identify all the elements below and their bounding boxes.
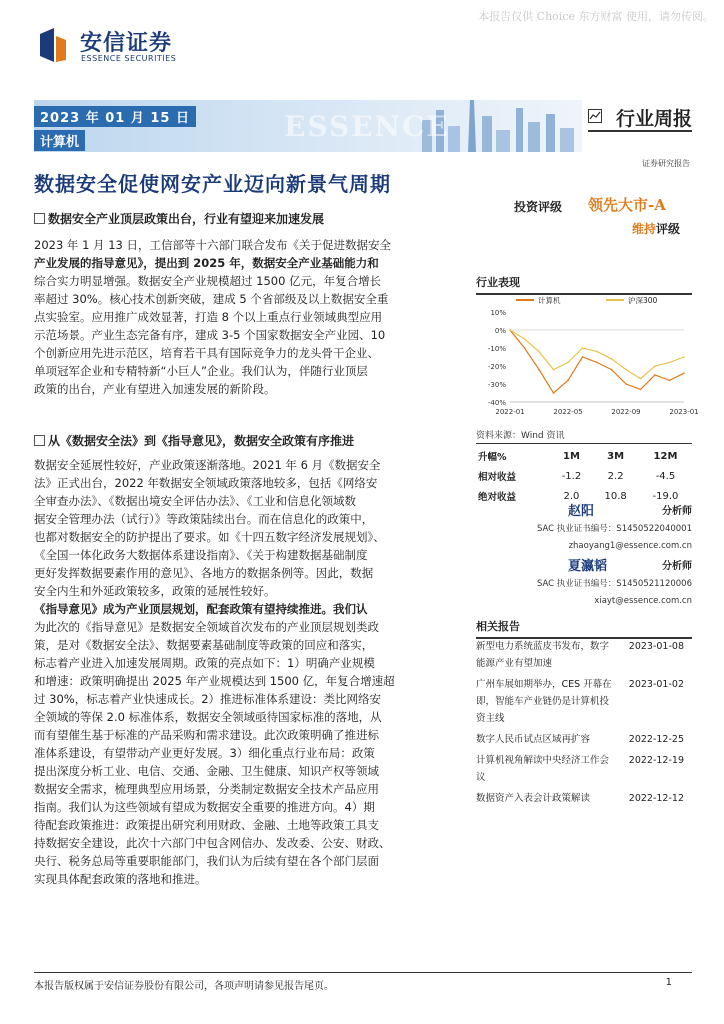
analyst-name: 赵阳 — [568, 504, 595, 519]
para-line: 法》正式出台，2022 年数据安全领域政策落地较多，包括《网络安 — [34, 476, 378, 490]
data-point — [654, 374, 656, 376]
para-line: 安全内生和外延政策较多，政策的延展性较好。 — [34, 584, 276, 598]
para-line: 实现具体配套政策的落地和推进。 — [34, 872, 207, 886]
x-tick-label: 2022-09 — [611, 408, 641, 416]
para-line: 准体系建设，有望带动产业更好发展。3）细化重点行业布局：政策 — [34, 746, 375, 760]
brand-logo — [36, 24, 186, 68]
data-point — [567, 380, 569, 382]
watermark: 本报告仅供 Choice 东方财富 使用，请勿传阅。 — [478, 10, 714, 23]
data-point — [611, 358, 613, 360]
row-label: 相对收益 — [478, 472, 517, 483]
section1-heading-text: 数据安全产业顶层政策出台，行业有望迎来加速发展 — [48, 212, 325, 226]
brand-name-en: ESSENCE SECURITIES — [81, 54, 177, 63]
table-cell: 10.8 — [604, 490, 627, 502]
analyst-block — [476, 500, 692, 606]
data-point — [640, 378, 642, 380]
table-header-row — [476, 446, 692, 466]
rating-status-maintain: 维持 — [632, 222, 657, 236]
para-line: 《指导意见》成为产业顶层规划，配套政策有望持续推进。我们认 — [34, 602, 368, 616]
data-point — [553, 369, 555, 371]
section-bullet-icon — [34, 213, 45, 224]
para-line: 综合实力明显增强。数据安全产业规模超过 1500 亿元，年复合增长 — [34, 274, 382, 288]
para-line: 待配套政策推进：政策提出研究利用财政、金融、土地等政策工具支 — [34, 818, 379, 832]
para-line: 而有望催生基于标准的产品采购和需求建设。此次政策明确了推进标 — [34, 728, 379, 742]
para-line: 据安全管理办法（试行）》等政策陆续出台。而在信息化的政策中， — [34, 512, 374, 526]
report-date: 2023 年 01 月 15 日 — [34, 106, 196, 127]
y-tick-label: -10% — [487, 345, 506, 353]
industry-label: 计算机 — [34, 130, 85, 151]
related-date: 2022-12-25 — [628, 734, 684, 745]
data-point — [553, 392, 555, 394]
para-line: 标志着产业进入加速发展周期。政策的亮点如下：1）明确产业规模 — [34, 656, 375, 670]
section1-heading — [34, 210, 324, 227]
data-point — [524, 338, 526, 340]
table-row — [476, 466, 692, 486]
para-line: 全领域的等保 2.0 标准体系，数据安全领域亟待国家标准的落地，从 — [34, 710, 382, 724]
x-tick-label: 2022-01 — [495, 408, 525, 416]
analyst-role: 分析师 — [662, 506, 692, 517]
brand-name-cn: 安信证券 — [80, 31, 173, 56]
data-point — [625, 369, 627, 371]
analyst-role: 分析师 — [662, 561, 692, 572]
footer-disclaimer: 本报告版权属于安信证券股份有限公司，各项声明请参见报告尾页。 — [34, 981, 334, 992]
data-point — [669, 362, 671, 364]
para-line: 数据安全需求，梳理典型应用场景，分类制定数据安全技术产品应用 — [34, 782, 379, 796]
para-line: 2023 年 1 月 13 日，工信部等十六部门联合发布《关于促进数据安全 — [34, 238, 391, 252]
related-date: 2023-01-08 — [628, 641, 684, 652]
trend-icon — [588, 108, 602, 127]
market-heading: 行业表现 — [476, 274, 692, 295]
para-line: 示范场景。产业生态完备有序，建成 3-5 个国家数据安全产业园、10 — [34, 328, 386, 342]
related-date: 2023-01-02 — [628, 679, 684, 690]
chart-source: 资料来源：Wind 资讯 — [476, 428, 692, 444]
data-point — [669, 380, 671, 382]
x-tick-label: 2022-05 — [553, 408, 583, 416]
related-title: 新型电力系统蓝皮书发布，数字能源产业有望加速 — [476, 641, 610, 669]
table-header-cell: 3M — [607, 450, 625, 462]
header-banner — [34, 100, 582, 152]
market-chart-svg — [476, 290, 699, 422]
data-point — [683, 356, 685, 358]
x-tick-label: 2023-01 — [669, 408, 699, 416]
analyst-email[interactable]: zhaoyang1@essence.com.cn — [568, 541, 692, 551]
list-item[interactable] — [476, 790, 692, 807]
analyst-cert: SAC 执业证书编号：S1450521120006 — [536, 579, 692, 589]
logo-mark-icon — [36, 28, 70, 62]
table-header-cell: 12M — [653, 450, 678, 462]
related-date: 2022-12-12 — [628, 793, 684, 804]
list-item[interactable] — [476, 638, 692, 672]
footer-divider — [34, 972, 692, 973]
divider — [588, 130, 692, 132]
list-item[interactable] — [476, 752, 692, 786]
report-type: 行业周报 — [615, 108, 692, 130]
related-title: 计算机视角解读中央经济工作会议 — [476, 755, 610, 783]
related-list — [476, 638, 692, 807]
row-label: 绝对收益 — [478, 492, 517, 503]
para-line: 持数据安全建设，此次十六部门中包含网信办、发改委、公安、财政、 — [34, 836, 391, 850]
market-chart — [476, 290, 699, 422]
analyst-email[interactable]: xiayt@essence.com.cn — [594, 596, 692, 606]
legend-label: 沪深300 — [628, 296, 658, 305]
banner-watermark-text: ESSENCE — [284, 110, 450, 143]
analyst-cert: SAC 执业证书编号：S1450522040001 — [536, 524, 692, 534]
para-line: 更好发挥数据要素作用的意见》、各地方的数据条例等。因此，数据 — [34, 566, 374, 580]
related-title: 广州车展如期举办，CES 开幕在即，智能车产业链仍是计算机投资主线 — [476, 679, 612, 724]
para-line: 政策的出台，产业有望进入加速发展的新阶段。 — [34, 382, 276, 396]
table-cell: -1.2 — [561, 470, 582, 482]
related-date: 2022-12-19 — [628, 755, 684, 766]
data-point — [538, 351, 540, 353]
para-line: 数据安全延展性较好，产业政策逐渐落地。2021 年 6 月《数据安全 — [34, 458, 381, 472]
para-line: 提出深度分析工业、电信、交通、金融、卫生健康、知识产权等领域 — [34, 764, 379, 778]
y-tick-label: -30% — [487, 381, 506, 389]
related-title: 数字人民币试点区域再扩容 — [476, 734, 591, 745]
rating-status — [632, 220, 680, 237]
data-point — [582, 356, 584, 358]
related-heading: 相关报告 — [476, 618, 692, 639]
para-line: 策，是对《数据安全法》、数据要素基础制度等政策的回应和落实， — [34, 638, 374, 652]
series-line — [510, 330, 684, 393]
page-number: 1 — [665, 977, 672, 988]
table-cell: -19.0 — [652, 490, 679, 502]
section2-heading — [34, 432, 354, 449]
table-header-cell: 升幅% — [478, 452, 507, 463]
para-line: 全审查办法》、《数据出境安全评估办法》、《工业和信息化领域数 — [34, 494, 356, 508]
list-item[interactable] — [476, 731, 692, 748]
para-line: 率超过 30%。核心技术创新突破，建成 5 个省部级及以上数据安全重 — [34, 292, 389, 306]
data-point — [582, 347, 584, 349]
series-line — [510, 330, 684, 379]
performance-table — [476, 446, 692, 506]
y-tick-label: 0% — [494, 327, 506, 335]
para-line: 点实验室。应用推广成效显著，打造 8 个以上重点行业领域典型应用 — [34, 310, 383, 324]
section2-body — [34, 456, 464, 888]
table-cell: 2.2 — [607, 470, 624, 482]
para-line: 产业发展的指导意见》，提出到 2025 年，数据安全产业基础能力和 — [34, 256, 379, 270]
related-title: 数据资产入表会计政策解读 — [476, 793, 591, 804]
data-point — [683, 372, 685, 374]
data-point — [640, 389, 642, 391]
report-subtype: 证券研究报告 — [642, 159, 690, 168]
legend-label: 计算机 — [538, 296, 561, 305]
para-line: 也都对数据安全的防护提出了要求。如《十四五数字经济发展规划》、 — [34, 530, 385, 544]
y-tick-label: -20% — [487, 363, 506, 371]
section-bullet-icon — [34, 435, 45, 446]
table-cell: -4.5 — [655, 470, 676, 482]
data-point — [596, 351, 598, 353]
para-line: 和增速：政策明确提出 2025 年产业规模达到 1500 亿，年复合增速超 — [34, 674, 395, 688]
data-point — [509, 329, 511, 331]
rating-status-suffix: 评级 — [656, 222, 681, 236]
data-point — [654, 365, 656, 367]
para-line: 单项冠军企业和专精特新“小巨人”企业。我们认为，伴随行业顶层 — [34, 364, 368, 378]
data-point — [538, 369, 540, 371]
para-line: 《全国一体化政务大数据体系建设指南》、《关于构建数据基础制度 — [34, 548, 368, 562]
y-tick-label: 10% — [490, 309, 506, 317]
data-point — [596, 362, 598, 364]
data-point — [611, 369, 613, 371]
y-tick-label: -40% — [487, 399, 506, 407]
list-item[interactable] — [476, 676, 692, 727]
data-point — [567, 362, 569, 364]
section2-heading-text: 从《数据安全法》到《指导意见》，数据安全政策有序推进 — [48, 434, 355, 448]
para-line: 央行、税务总局等重要职能部门，我们认为后续有望在各个部门层面 — [34, 854, 379, 868]
para-line: 过 30%，标志着产业快速成长。2）推进标准体系建设：类比网络安 — [34, 692, 382, 706]
para-line: 指南。我们认为这些领域有望成为数据安全重要的推进方向。4）期 — [34, 800, 375, 814]
page-title: 数据安全促使网安产业迈向新景气周期 — [34, 172, 391, 196]
para-line: 个创新应用先进示范区，培育若干具有国际竞争力的龙头骨干企业、 — [34, 346, 379, 360]
section1-body — [34, 236, 464, 398]
rating-value: 领先大市-A — [588, 196, 666, 214]
table-cell: 2.0 — [563, 490, 580, 502]
data-point — [625, 383, 627, 385]
para-line: 为此次的《指导意见》是数据安全领域首次发布的产业顶层规划类政 — [34, 620, 379, 634]
table-header-cell: 1M — [562, 450, 580, 462]
rating-label: 投资评级 — [514, 200, 563, 214]
analyst-name: 夏瀛韬 — [568, 559, 608, 574]
data-point — [524, 347, 526, 349]
